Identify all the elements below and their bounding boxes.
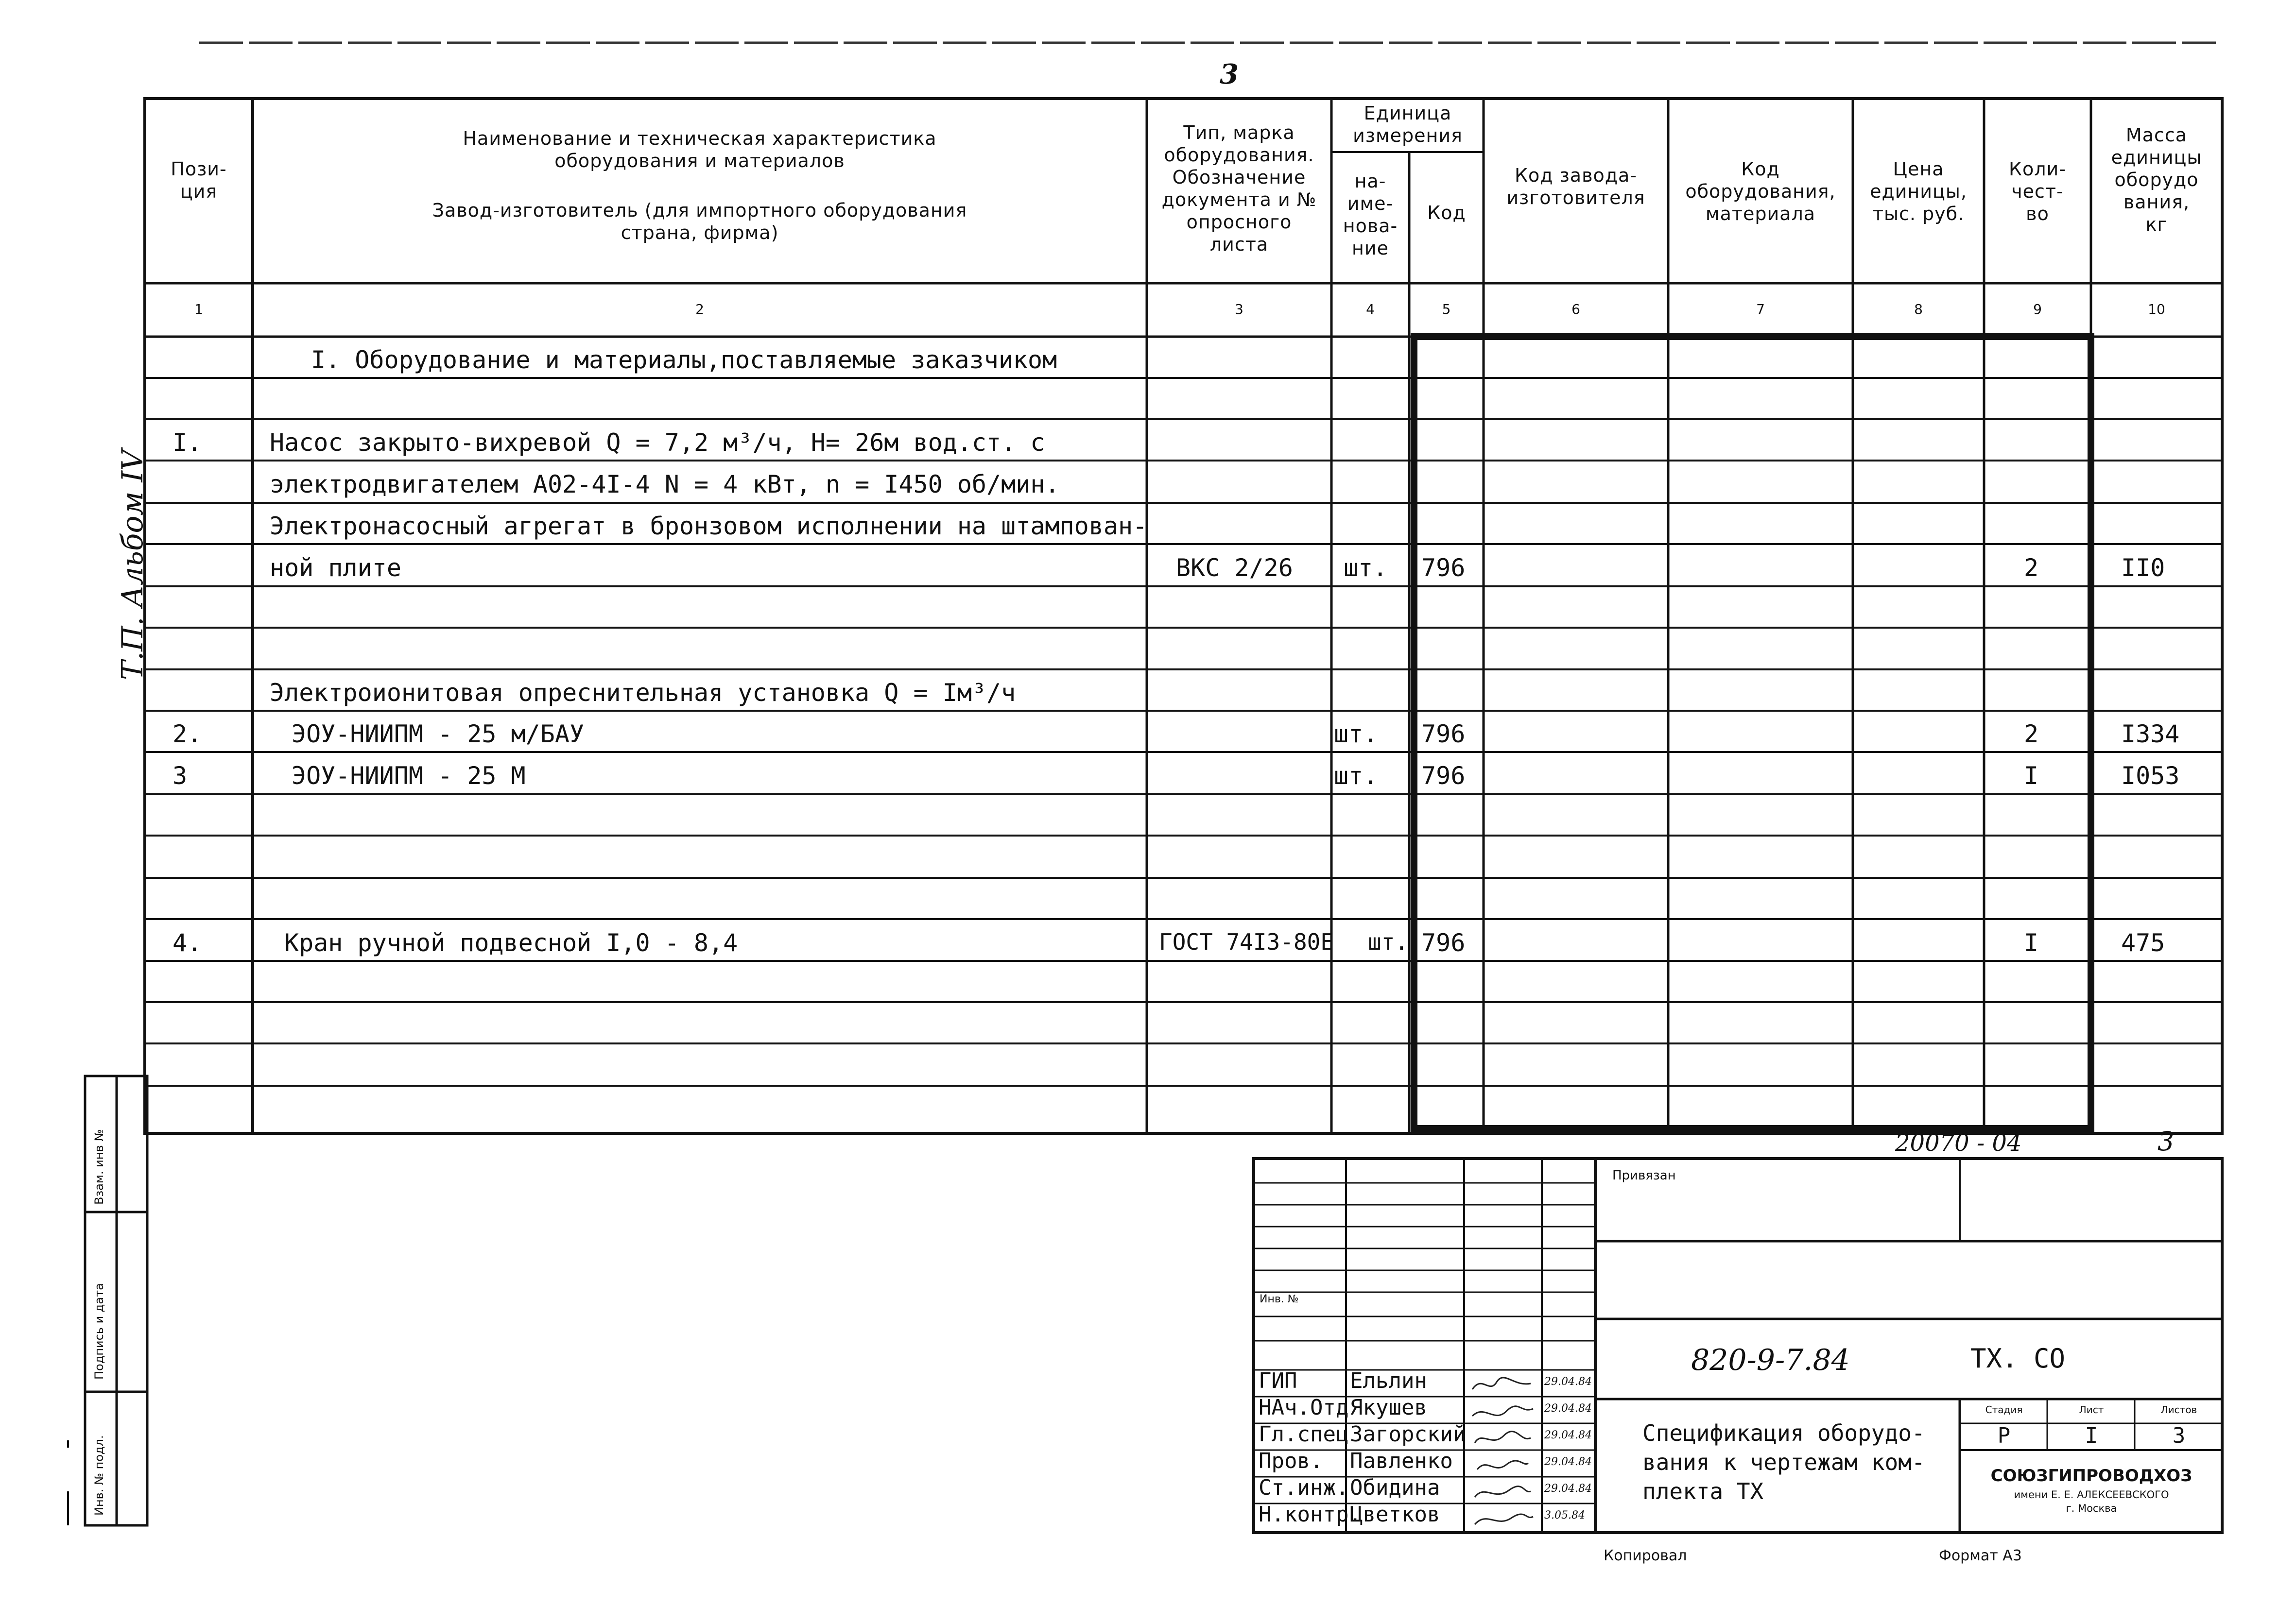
- table-row-9-qty: 2: [2024, 720, 2039, 748]
- table-row-2-pos: I.: [173, 428, 202, 457]
- stage-label: Стадия: [1985, 1404, 2023, 1416]
- signer-date: 3.05.84: [1544, 1509, 1585, 1521]
- doc-code: 820-9-7.84: [1691, 1343, 1850, 1377]
- signer-date: 29.04.84: [1544, 1483, 1592, 1495]
- table-row-9-code: 796: [1421, 720, 1466, 748]
- header-unit-code: Код: [1427, 202, 1466, 223]
- signer-name: Обидина: [1350, 1475, 1440, 1500]
- signer-date: 29.04.84: [1544, 1402, 1592, 1415]
- table-row-13-pos: 4.: [173, 929, 202, 957]
- header-name-title: Наименование и техническая характеристика оборудования и материалов: [463, 128, 937, 171]
- table-row-9-unit: шт.: [1334, 720, 1378, 748]
- signer-date: 29.04.84: [1544, 1429, 1592, 1441]
- signer-role: Пров.: [1259, 1449, 1323, 1473]
- table-row-13-type: ГОСТ 74I3-80Е: [1159, 929, 1334, 955]
- signer-role: Гл.спец: [1259, 1422, 1349, 1447]
- stamp-vzam: Взам. инв №: [92, 1129, 106, 1205]
- signer-name: Павленко: [1350, 1449, 1453, 1473]
- header-unit-group: Единица измерения: [1353, 103, 1463, 146]
- table-row-5-code: 796: [1421, 554, 1466, 582]
- colnum-7: 7: [1756, 301, 1765, 317]
- colnum-8: 8: [1914, 301, 1923, 317]
- table-row-0-name: I. Оборудование и материалы,поставляемые заказчиком: [311, 346, 1057, 374]
- table-row-13-mass: 475: [2121, 929, 2165, 957]
- table-row-5-unit: шт.: [1344, 554, 1388, 582]
- footer-format: Формат А3: [1939, 1547, 2022, 1564]
- table-row-13-unit: шт.: [1368, 929, 1409, 955]
- stamp-podpis: Подпись и дата: [92, 1283, 106, 1380]
- signer-date: 29.04.84: [1544, 1376, 1592, 1388]
- sheets-label: Листов: [2160, 1404, 2197, 1416]
- signer-role: НАч.Отд: [1259, 1395, 1349, 1420]
- colnum-2: 2: [695, 301, 704, 317]
- sheet-value: I: [2085, 1423, 2098, 1448]
- page-number: 3: [1220, 58, 1239, 90]
- table-row-9-pos: 2.: [173, 720, 202, 748]
- table-row-2-name: Насос закрыто-вихревой Q = 7,2 м³/ч, Н= 26м вод.ст. с: [270, 428, 1045, 457]
- colnum-6: 6: [1571, 301, 1580, 317]
- header-qty: Коли- чест- во: [2009, 158, 2066, 224]
- signer-date: 29.04.84: [1544, 1456, 1592, 1468]
- table-row-10-mass: I053: [2121, 762, 2180, 790]
- header-position: Пози- ция: [171, 158, 227, 202]
- table-row-9-name: ЭОУ-НИИПМ - 25 м/БАУ: [292, 720, 585, 748]
- table-row-10-name: ЭОУ-НИИПМ - 25 М: [292, 762, 526, 790]
- header-price: Цена единицы, тыс. руб.: [1870, 158, 1967, 224]
- sheet-label: Лист: [2079, 1404, 2104, 1416]
- side-note-album: Т.П. Альбом IV: [116, 449, 150, 680]
- doc-title: Спецификация оборудо- вания к чертежам ком- плекта ТХ: [1642, 1420, 1925, 1504]
- table-row-5-mass: II0: [2121, 554, 2165, 582]
- table-row-10-unit: шт.: [1334, 762, 1378, 790]
- table-row-10-pos: 3: [173, 762, 188, 790]
- colnum-3: 3: [1235, 301, 1243, 317]
- signer-name: Якушев: [1350, 1395, 1427, 1420]
- signer-role: Ст.инж.: [1259, 1475, 1349, 1500]
- table-row-13-qty: I: [2024, 929, 2039, 957]
- header-equip-code: Код оборудования, материала: [1685, 158, 1836, 224]
- header-type: Тип, марка оборудования. Обозначение документа и № опросного листа: [1161, 122, 1317, 255]
- signer-name: Загорский: [1350, 1422, 1466, 1447]
- colnum-1: 1: [194, 301, 203, 317]
- table-row-10-qty: I: [2024, 762, 2039, 790]
- signer-name: Ельлин: [1350, 1368, 1427, 1393]
- stamp-inv: Инв. № подл.: [92, 1435, 106, 1516]
- org-name: СОЮЗГИПРОВОДХОЗ: [1990, 1466, 2192, 1486]
- doc-code-suffix: ТХ. СО: [1970, 1343, 2066, 1374]
- colnum-10: 10: [2148, 301, 2165, 317]
- stage-value: Р: [1997, 1423, 2011, 1448]
- colnum-4: 4: [1366, 301, 1375, 317]
- table-row-13-name: Кран ручной подвесной I,0 - 8,4: [284, 929, 738, 957]
- colnum-9: 9: [2033, 301, 2042, 317]
- sheet-number-top: 3: [2158, 1126, 2175, 1157]
- signer-name: Цветков: [1350, 1502, 1440, 1527]
- table-row-3-name: электродвигателем А02-4I-4 N = 4 кВт, n = I450 об/мин.: [270, 470, 1060, 498]
- header-plant-code: Код завода- изготовителя: [1506, 165, 1645, 208]
- org-sub: имени Е. Е. АЛЕКСЕЕВСКОГО г. Москва: [2014, 1489, 2169, 1514]
- table-row-9-mass: I334: [2121, 720, 2180, 748]
- table-row-4-name: Электронасосный агрегат в бронзовом исполнении на штампован-: [270, 512, 1148, 540]
- doc-number-top: 20070 - 04: [1895, 1129, 2022, 1157]
- table-row-10-code: 796: [1421, 762, 1466, 790]
- signatures: [1467, 1370, 1540, 1533]
- table-row-13-code: 796: [1421, 929, 1466, 957]
- inv-label: Инв. №: [1260, 1293, 1299, 1305]
- table-row-8-name: Электроионитовая опреснительная установка Q = Iм³/ч: [270, 679, 1016, 707]
- sheets-value: 3: [2172, 1423, 2186, 1448]
- table-row-5-name: ной плите: [270, 554, 401, 582]
- header-mass: Масса единицы оборудо вания, кг: [2111, 124, 2202, 235]
- privyazan-label: Привязан: [1612, 1168, 1676, 1183]
- footer-copied: Копировал: [1604, 1547, 1687, 1564]
- header-name-sub: Завод-изготовитель (для импортного оборудования страна, фирма): [432, 200, 967, 243]
- header-unit-name: на- име- нова- ние: [1343, 171, 1398, 259]
- table-row-5-qty: 2: [2024, 554, 2039, 582]
- colnum-5: 5: [1442, 301, 1451, 317]
- table-row-5-type: ВКС 2/26: [1176, 554, 1293, 582]
- signer-role: ГИП: [1259, 1368, 1297, 1393]
- signer-role: Н.контр.: [1259, 1502, 1362, 1527]
